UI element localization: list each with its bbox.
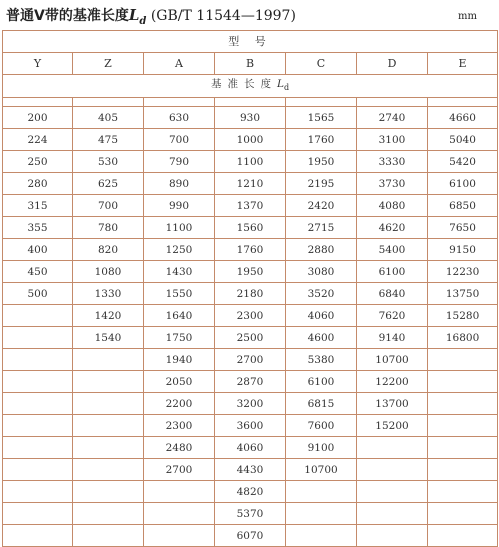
table-cell: 9150 [428, 239, 498, 261]
table-cell [3, 415, 73, 437]
table-cell: 1420 [73, 305, 144, 327]
title-symbol: $L_d$ [128, 6, 147, 27]
table-cell: 2700 [215, 349, 286, 371]
table-cell: 1000 [215, 129, 286, 151]
table-cell: 890 [144, 173, 215, 195]
table-cell: 2300 [215, 305, 286, 327]
column-header: A [144, 53, 215, 75]
table-row [3, 261, 498, 283]
table-cell: 990 [144, 195, 215, 217]
table-cell: 1250 [144, 239, 215, 261]
sub-header-row [3, 75, 498, 98]
table-cell: 820 [73, 239, 144, 261]
table-cell [144, 503, 215, 525]
table-cell: 2180 [215, 283, 286, 305]
table-cell: 2050 [144, 371, 215, 393]
table-cell [357, 503, 428, 525]
table-cell: 12230 [428, 261, 498, 283]
table-cell: 5040 [428, 129, 498, 151]
spacer-cell [286, 98, 357, 107]
column-header: C [286, 53, 357, 75]
table-cell: 4060 [286, 305, 357, 327]
table-cell [73, 371, 144, 393]
table-cell: 625 [73, 173, 144, 195]
table-cell [428, 525, 498, 547]
table-cell [3, 481, 73, 503]
table-cell: 1080 [73, 261, 144, 283]
table-cell: 6070 [215, 525, 286, 547]
table-cell: 1100 [144, 217, 215, 239]
table-cell [3, 327, 73, 349]
table-row [3, 217, 498, 239]
table-cell: 1565 [286, 107, 357, 129]
table-row [3, 459, 498, 481]
table-cell [428, 393, 498, 415]
table-row [3, 349, 498, 371]
table-cell: 2740 [357, 107, 428, 129]
table-cell [428, 371, 498, 393]
title-text: 普通V带的基准长度 [6, 8, 129, 24]
table-cell: 1760 [215, 239, 286, 261]
table-cell: 700 [73, 195, 144, 217]
table-row [3, 415, 498, 437]
table-cell: 1540 [73, 327, 144, 349]
table-cell: 1430 [144, 261, 215, 283]
table-cell: 6815 [286, 393, 357, 415]
table-row [3, 107, 498, 129]
table-cell [428, 349, 498, 371]
table-cell: 9100 [286, 437, 357, 459]
table-row [3, 129, 498, 151]
table-cell [3, 437, 73, 459]
column-header: D [357, 53, 428, 75]
table-cell: 1100 [215, 151, 286, 173]
table-cell [357, 437, 428, 459]
table-cell [428, 459, 498, 481]
table-cell: 6100 [286, 371, 357, 393]
table-cell: 2195 [286, 173, 357, 195]
table-cell: 700 [144, 129, 215, 151]
table-cell: 3330 [357, 151, 428, 173]
table-row [3, 195, 498, 217]
table-cell [286, 503, 357, 525]
unit-label: mm [458, 11, 477, 22]
table-cell [357, 459, 428, 481]
table-cell: 200 [3, 107, 73, 129]
table-cell: 1950 [215, 261, 286, 283]
column-header: Z [73, 53, 144, 75]
column-header: Y [3, 53, 73, 75]
table-cell: 15200 [357, 415, 428, 437]
table-row [3, 525, 498, 547]
table-cell: 1370 [215, 195, 286, 217]
table-cell [3, 459, 73, 481]
table-cell: 5380 [286, 349, 357, 371]
table-cell [144, 525, 215, 547]
table-cell: 4060 [215, 437, 286, 459]
table-cell: 4080 [357, 195, 428, 217]
table-cell: 790 [144, 151, 215, 173]
table-cell: 2870 [215, 371, 286, 393]
table-cell [357, 525, 428, 547]
table-cell: 3730 [357, 173, 428, 195]
table-cell: 16800 [428, 327, 498, 349]
table-cell [144, 481, 215, 503]
table-cell: 4600 [286, 327, 357, 349]
table-cell: 1940 [144, 349, 215, 371]
table-cell: 355 [3, 217, 73, 239]
table-cell: 450 [3, 261, 73, 283]
table-cell [3, 393, 73, 415]
table-row [3, 151, 498, 173]
table-cell: 1750 [144, 327, 215, 349]
table-cell [73, 437, 144, 459]
table-cell: 315 [3, 195, 73, 217]
type-label: 型 号 [3, 31, 498, 53]
table-cell: 1330 [73, 283, 144, 305]
table-cell: 6850 [428, 195, 498, 217]
table-cell: 1210 [215, 173, 286, 195]
table-cell: 6100 [428, 173, 498, 195]
table-row [3, 371, 498, 393]
table-cell: 13750 [428, 283, 498, 305]
table-cell: 9140 [357, 327, 428, 349]
spacer-row [3, 98, 498, 107]
table-cell: 2500 [215, 327, 286, 349]
table-cell: 4430 [215, 459, 286, 481]
table-cell: 400 [3, 239, 73, 261]
table-cell: 250 [3, 151, 73, 173]
spacer-cell [215, 98, 286, 107]
table-cell: 3100 [357, 129, 428, 151]
table-cell: 405 [73, 107, 144, 129]
table-cell: 1640 [144, 305, 215, 327]
table-cell [286, 525, 357, 547]
table-cell: 5400 [357, 239, 428, 261]
table-cell: 475 [73, 129, 144, 151]
column-header: B [215, 53, 286, 75]
table-cell: 15280 [428, 305, 498, 327]
title-standard: (GB/T 11544—1997) [150, 8, 296, 24]
table-cell: 530 [73, 151, 144, 173]
table-cell [3, 349, 73, 371]
table-cell: 2880 [286, 239, 357, 261]
table-cell: 7650 [428, 217, 498, 239]
table-cell: 224 [3, 129, 73, 151]
table-row [3, 239, 498, 261]
table-cell: 13700 [357, 393, 428, 415]
table-cell: 3520 [286, 283, 357, 305]
table-cell: 10700 [286, 459, 357, 481]
spacer-cell [357, 98, 428, 107]
table-cell: 780 [73, 217, 144, 239]
table-cell [73, 525, 144, 547]
table-cell: 630 [144, 107, 215, 129]
page-title [6, 5, 296, 27]
table-cell: 3080 [286, 261, 357, 283]
table-cell: 3600 [215, 415, 286, 437]
table-cell: 4660 [428, 107, 498, 129]
table-cell: 930 [215, 107, 286, 129]
spacer-cell [3, 98, 73, 107]
table-row [3, 393, 498, 415]
table-cell: 5420 [428, 151, 498, 173]
table-cell: 12200 [357, 371, 428, 393]
table-cell [73, 415, 144, 437]
sub-header-label: 基准长度$L_d$ [3, 75, 498, 98]
table-cell [428, 415, 498, 437]
table-cell [3, 305, 73, 327]
table-cell: 4620 [357, 217, 428, 239]
spacer-cell [73, 98, 144, 107]
table-cell [73, 503, 144, 525]
table-cell: 1760 [286, 129, 357, 151]
table-cell [357, 481, 428, 503]
table-row [3, 437, 498, 459]
table-row [3, 305, 498, 327]
table-cell: 2715 [286, 217, 357, 239]
table-cell: 6100 [357, 261, 428, 283]
table-cell: 5370 [215, 503, 286, 525]
table-cell [3, 371, 73, 393]
type-header-row [3, 31, 498, 53]
table-row [3, 327, 498, 349]
table-cell: 500 [3, 283, 73, 305]
table-cell: 4820 [215, 481, 286, 503]
table-cell: 7620 [357, 305, 428, 327]
table-cell [428, 481, 498, 503]
table-cell [3, 525, 73, 547]
table-cell: 10700 [357, 349, 428, 371]
table-row [3, 503, 498, 525]
table-cell [428, 503, 498, 525]
table-row [3, 173, 498, 195]
table-cell [73, 481, 144, 503]
table-cell: 2200 [144, 393, 215, 415]
table-cell: 1560 [215, 217, 286, 239]
table-cell: 1550 [144, 283, 215, 305]
table-cell: 2300 [144, 415, 215, 437]
table-cell [73, 459, 144, 481]
spacer-cell [144, 98, 215, 107]
spacer-cell [428, 98, 498, 107]
table-cell: 7600 [286, 415, 357, 437]
column-header: E [428, 53, 498, 75]
table-cell: 2480 [144, 437, 215, 459]
table-cell [73, 393, 144, 415]
table-cell [73, 349, 144, 371]
table-cell: 3200 [215, 393, 286, 415]
belt-length-table [2, 30, 498, 547]
table-cell [3, 503, 73, 525]
table-cell: 2700 [144, 459, 215, 481]
table-cell: 2420 [286, 195, 357, 217]
table-cell [428, 437, 498, 459]
table-cell: 6840 [357, 283, 428, 305]
table-row [3, 481, 498, 503]
column-header-row [3, 53, 498, 75]
title-row [0, 0, 499, 30]
table-row [3, 283, 498, 305]
table-cell [286, 481, 357, 503]
table-cell: 1950 [286, 151, 357, 173]
table-cell: 280 [3, 173, 73, 195]
